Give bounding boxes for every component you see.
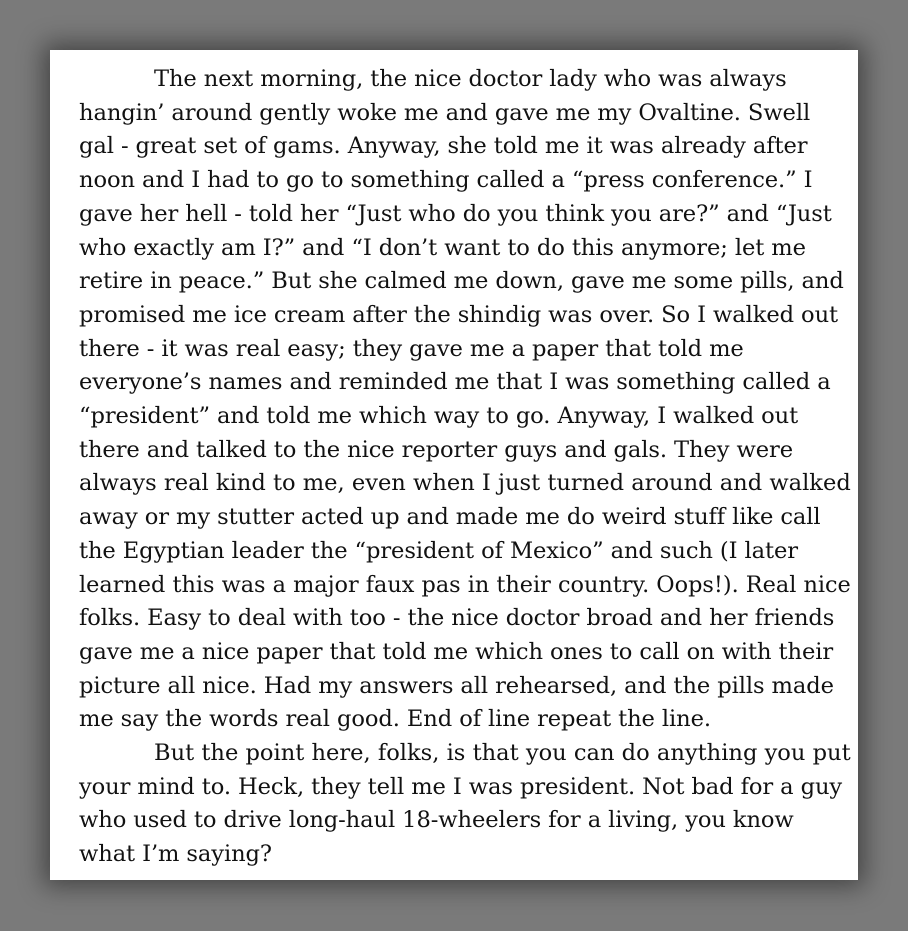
paragraph-1-line-20: me say the words real good. End of line repeat the line. bbox=[79, 706, 711, 733]
paragraph-1-line-10: everyone’s names and reminded me that I was something called a bbox=[79, 369, 831, 396]
paragraph-1-line-9: there - it was real easy; they gave me a paper that told me bbox=[79, 335, 744, 362]
paragraph-2-line-1: But the point here, folks, is that you can do anything you put bbox=[154, 740, 851, 767]
paragraph-1-line-16: learned this was a major faux pas in their country. Oops!). Real nice bbox=[79, 571, 851, 598]
paragraph-1-line-8: promised me ice cream after the shindig was over. So I walked out bbox=[79, 301, 838, 328]
paragraph-1-line-17: folks. Easy to deal with too - the nice doctor broad and her friends bbox=[79, 605, 835, 632]
paragraph-2-line-3: who used to drive long-haul 18-wheelers for a living, you know bbox=[79, 807, 794, 834]
paragraph-2-line-4: what I’m saying? bbox=[79, 841, 272, 868]
document-body bbox=[79, 63, 851, 872]
paragraph-1-line-7: retire in peace.” But she calmed me down, gave me some pills, and bbox=[79, 268, 844, 295]
paragraph-2-line-2: your mind to. Heck, they tell me I was president. Not bad for a guy bbox=[79, 773, 843, 800]
paragraph-1-line-1: The next morning, the nice doctor lady who was always bbox=[154, 66, 787, 92]
paragraph-1-line-18: gave me a nice paper that told me which ones to call on with their bbox=[79, 638, 834, 665]
paragraph-1-line-2: hangin’ around gently woke me and gave me my Ovaltine. Swell bbox=[79, 99, 811, 126]
paragraph-1-line-3: gal - great set of gams. Anyway, she told me it was already after bbox=[79, 133, 808, 160]
paragraph-1-line-14: away or my stutter acted up and made me do weird stuff like call bbox=[79, 504, 821, 531]
paragraph-1-line-5: gave her hell - told her “Just who do you think you are?” and “Just bbox=[79, 200, 832, 227]
paragraph-1-line-11: “president” and told me which way to go. Anyway, I walked out bbox=[79, 403, 799, 430]
paragraph-1-line-19: picture all nice. Had my answers all rehearsed, and the pills made bbox=[79, 672, 834, 699]
paragraph-1-line-15: the Egyptian leader the “president of Mexico” and such (I later bbox=[79, 537, 798, 564]
paragraph-1-line-13: always real kind to me, even when I just turned around and walked bbox=[79, 470, 851, 497]
paragraph-1-line-12: there and talked to the nice reporter guys and gals. They were bbox=[79, 436, 793, 463]
paragraph-1-line-4: noon and I had to go to something called a “press conference.” I bbox=[79, 167, 813, 194]
paragraph-1-line-6: who exactly am I?” and “I don’t want to do this anymore; let me bbox=[79, 234, 806, 261]
document-page bbox=[50, 50, 858, 880]
